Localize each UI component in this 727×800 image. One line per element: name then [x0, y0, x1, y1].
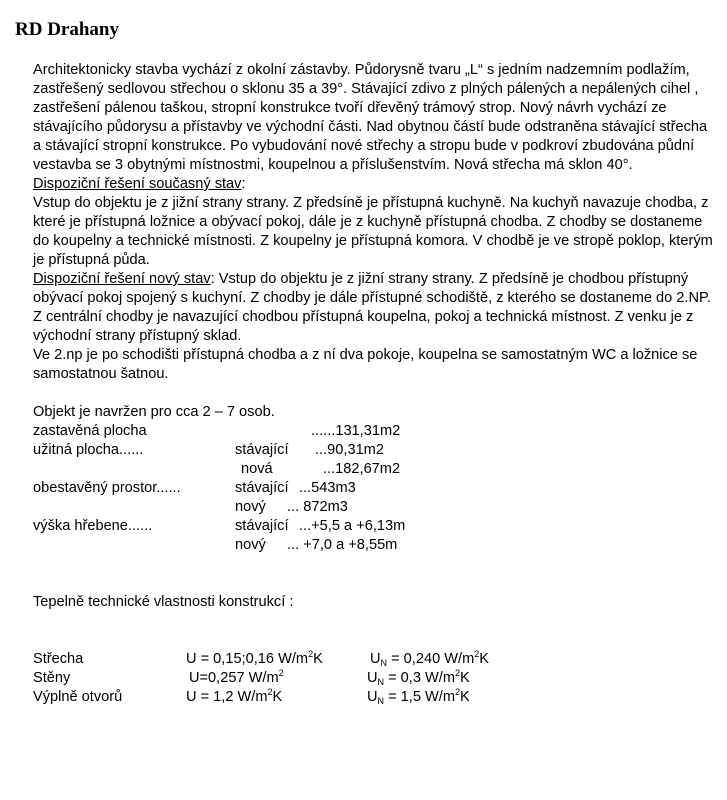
- thermal-un: $U_N = 1,5$ $W/m^2K$: [367, 687, 470, 706]
- new-state-text: : Vstup do objektu je z jižní strany strany. Z předsíně je chodbou přístupný obývací pokoj spojený s kuchyní. Z chodby je dále přístupné schodiště, z kterého se dostaneme do 2.NP. Z centrální chodby je navazující chodbou přístupná koupelna, pokoj a technická místnost. Z venku je z východní strany přístupný sklad.: [33, 271, 711, 344]
- usable-area-label: užitná plocha......: [33, 442, 144, 458]
- page-title: RD Drahany: [15, 19, 119, 40]
- ridge-new-value: ... +7,0 a +8,55m: [287, 537, 398, 553]
- built-area-value: ......131,31m2: [311, 423, 401, 439]
- usable-new-value: ...182,67m2: [323, 461, 401, 477]
- usable-existing-value: ...90,31m2: [315, 442, 384, 458]
- thermal-u: U = 0,15;0,16 $W/m^2K$: [186, 649, 323, 667]
- thermal-name: Stěny: [33, 670, 71, 686]
- volume-existing-value: ...543m3: [299, 480, 356, 496]
- thermal-row-roof: [33, 650, 713, 669]
- intro-paragraph: Architektonicky stavba vychází z okolní zástavby. Půdorysně tvaru „L“ s jedním nadzemním podlažím, zastřešený sedlovou střechou o sklonu 35 a 39°. Stávající zdivo z plných pálených a nepálených cihel , zastřešení pálenou taškou, stropní konstrukce tvoří dřevěný trámový strop. Nový návrh vychází ze stávajícího půdorysu a přístavby ve východní části. Nad obytnou částí bude odstraněna stávající střecha a stávající stropní konstrukce. Po vybudování nové střechy a stropu bude v podkroví zbudována půdní vestavba se 3 obytnými místnostmi, koupelnou a příslušenstvím. Nová střecha má sklon 40°.: [33, 62, 708, 173]
- thermal-name: Výplně otvorů: [33, 689, 123, 705]
- usable-new-label: nová: [241, 461, 273, 477]
- current-state-colon: :: [241, 176, 246, 192]
- thermal-row-walls: [33, 669, 713, 688]
- thermal-heading: Tepelně technické vlastnosti konstrukcí :: [33, 594, 294, 610]
- current-state-paragraph: Vstup do objektu je z jižní strany strany. Z předsíně je přístupná kuchyně. Na kuchyň navazuje chodba, z které je přístupná ložnice a obývací pokoj, dále je z kuchyně přístupná chodba. Z chodby se dostaneme do koupelny a technické místnosti. Z koupelny je přístupná komora. V chodbě je ve stropě poklop, kterým je přístupná půda.: [33, 195, 713, 268]
- ridge-row: [33, 517, 713, 536]
- current-state-heading: Dispoziční řešení současný stav: [33, 176, 242, 192]
- document-body: [33, 61, 713, 707]
- new-state-heading: Dispoziční řešení nový stav: [33, 271, 211, 287]
- ridge-new-row: [33, 536, 713, 555]
- ridge-existing-value: ...+5,5 a +6,13m: [299, 518, 406, 534]
- capacity-line: Objekt je navržen pro cca 2 – 7 osob.: [33, 404, 275, 420]
- built-area-label: zastavěná plocha: [33, 423, 147, 439]
- thermal-row-openings: [33, 688, 713, 707]
- usable-area-row: [33, 441, 713, 460]
- volume-existing-label: stávající: [235, 480, 289, 496]
- volume-new-value: ... 872m3: [287, 499, 348, 515]
- thermal-un: $U_N = 0,240$ $W/m^2K$: [370, 649, 489, 668]
- thermal-u: U=0,257 $W/m^2$: [189, 668, 284, 686]
- volume-new-label: nový: [235, 499, 266, 515]
- usable-existing-label: stávající: [235, 442, 289, 458]
- volume-row: [33, 479, 713, 498]
- volume-new-row: [33, 498, 713, 517]
- ridge-existing-label: stávající: [235, 518, 289, 534]
- new-state-paragraph: [33, 270, 713, 346]
- second-floor-paragraph: Ve 2.np je po schodišti přístupná chodba a z ní dva pokoje, koupelna se samostatným WC a ložnice se samostatnou šatnou.: [33, 347, 698, 382]
- current-state-heading-line: [33, 175, 713, 194]
- built-area-row: [33, 422, 713, 441]
- thermal-u: U = 1,2 $W/m^2K$: [186, 687, 283, 705]
- usable-new-row: [33, 460, 713, 479]
- volume-label: obestavěný prostor......: [33, 480, 181, 496]
- ridge-new-label: nový: [235, 537, 266, 553]
- thermal-un: $U_N = 0,3$ $W/m^2K$: [367, 668, 470, 687]
- thermal-name: Střecha: [33, 651, 84, 667]
- ridge-label: výška hřebene......: [33, 518, 153, 534]
